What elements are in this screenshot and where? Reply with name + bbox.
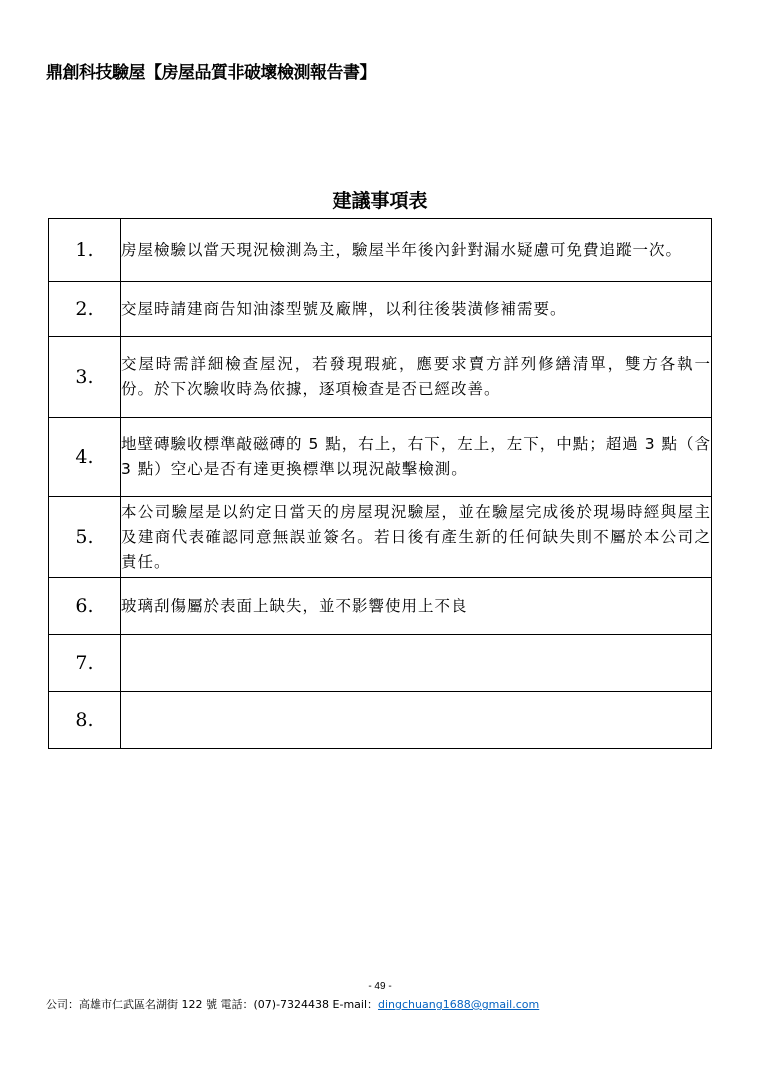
row-number: 8. bbox=[49, 692, 121, 749]
row-text-cell bbox=[121, 578, 712, 635]
page-number: - 49 - bbox=[368, 981, 392, 992]
row-text-cell bbox=[121, 692, 712, 749]
footer-address-phone: 公司：高雄市仁武區名湖街 122 號 電話：(07)-7324438 E-mail： bbox=[46, 998, 379, 1011]
suggestion-text: 地壁磚驗收標準敲磁磚的 5 點，右上，右下，左上，左下，中點；超過 3 點（含 3 點）空心是否有達更換標準以現況敲擊檢測。 bbox=[121, 435, 711, 478]
email-link[interactable]: dingchuang1688@gmail.com bbox=[378, 998, 540, 1011]
footer-contact bbox=[46, 996, 539, 1012]
suggestion-text: 本公司驗屋是以約定日當天的房屋現況驗屋，並在驗屋完成後於現場時經與屋主及建商代表確認同意無誤並簽名。若日後有產生新的任何缺失則不屬於本公司之責任。 bbox=[121, 502, 711, 571]
row-number: 3. bbox=[49, 337, 121, 418]
row-text-cell bbox=[121, 418, 712, 497]
table-row bbox=[49, 337, 712, 418]
row-number: 1. bbox=[49, 219, 121, 282]
row-text-cell bbox=[121, 219, 712, 282]
table-title: 建議事項表 bbox=[332, 190, 428, 212]
row-number: 7. bbox=[49, 635, 121, 692]
suggestions-table bbox=[48, 218, 712, 749]
table-row bbox=[49, 219, 712, 282]
table-row bbox=[49, 497, 712, 578]
table-row bbox=[49, 692, 712, 749]
row-text-cell bbox=[121, 337, 712, 418]
row-number: 5. bbox=[49, 497, 121, 578]
suggestion-text: 房屋檢驗以當天現況檢測為主，驗屋半年後內針對漏水疑慮可免費追蹤一次。 bbox=[121, 240, 683, 259]
row-text-cell bbox=[121, 282, 712, 337]
table-row bbox=[49, 418, 712, 497]
row-number: 4. bbox=[49, 418, 121, 497]
row-number: 2. bbox=[49, 282, 121, 337]
row-text-cell bbox=[121, 497, 712, 578]
row-number: 6. bbox=[49, 578, 121, 635]
row-text-cell bbox=[121, 635, 712, 692]
suggestion-text: 交屋時請建商告知油漆型號及廠牌，以利往後裝潢修補需要。 bbox=[121, 299, 567, 318]
suggestion-text: 玻璃刮傷屬於表面上缺失，並不影響使用上不良 bbox=[121, 596, 468, 615]
report-header-title: 鼎創科技驗屋【房屋品質非破壞檢測報告書】 bbox=[46, 63, 376, 83]
table-row bbox=[49, 578, 712, 635]
suggestion-text: 交屋時需詳細檢查屋況，若發現瑕疵，應要求賣方詳列修繕清單，雙方各執一份。於下次驗收時為依據，逐項檢查是否已經改善。 bbox=[121, 355, 711, 398]
table-row bbox=[49, 635, 712, 692]
table-row bbox=[49, 282, 712, 337]
